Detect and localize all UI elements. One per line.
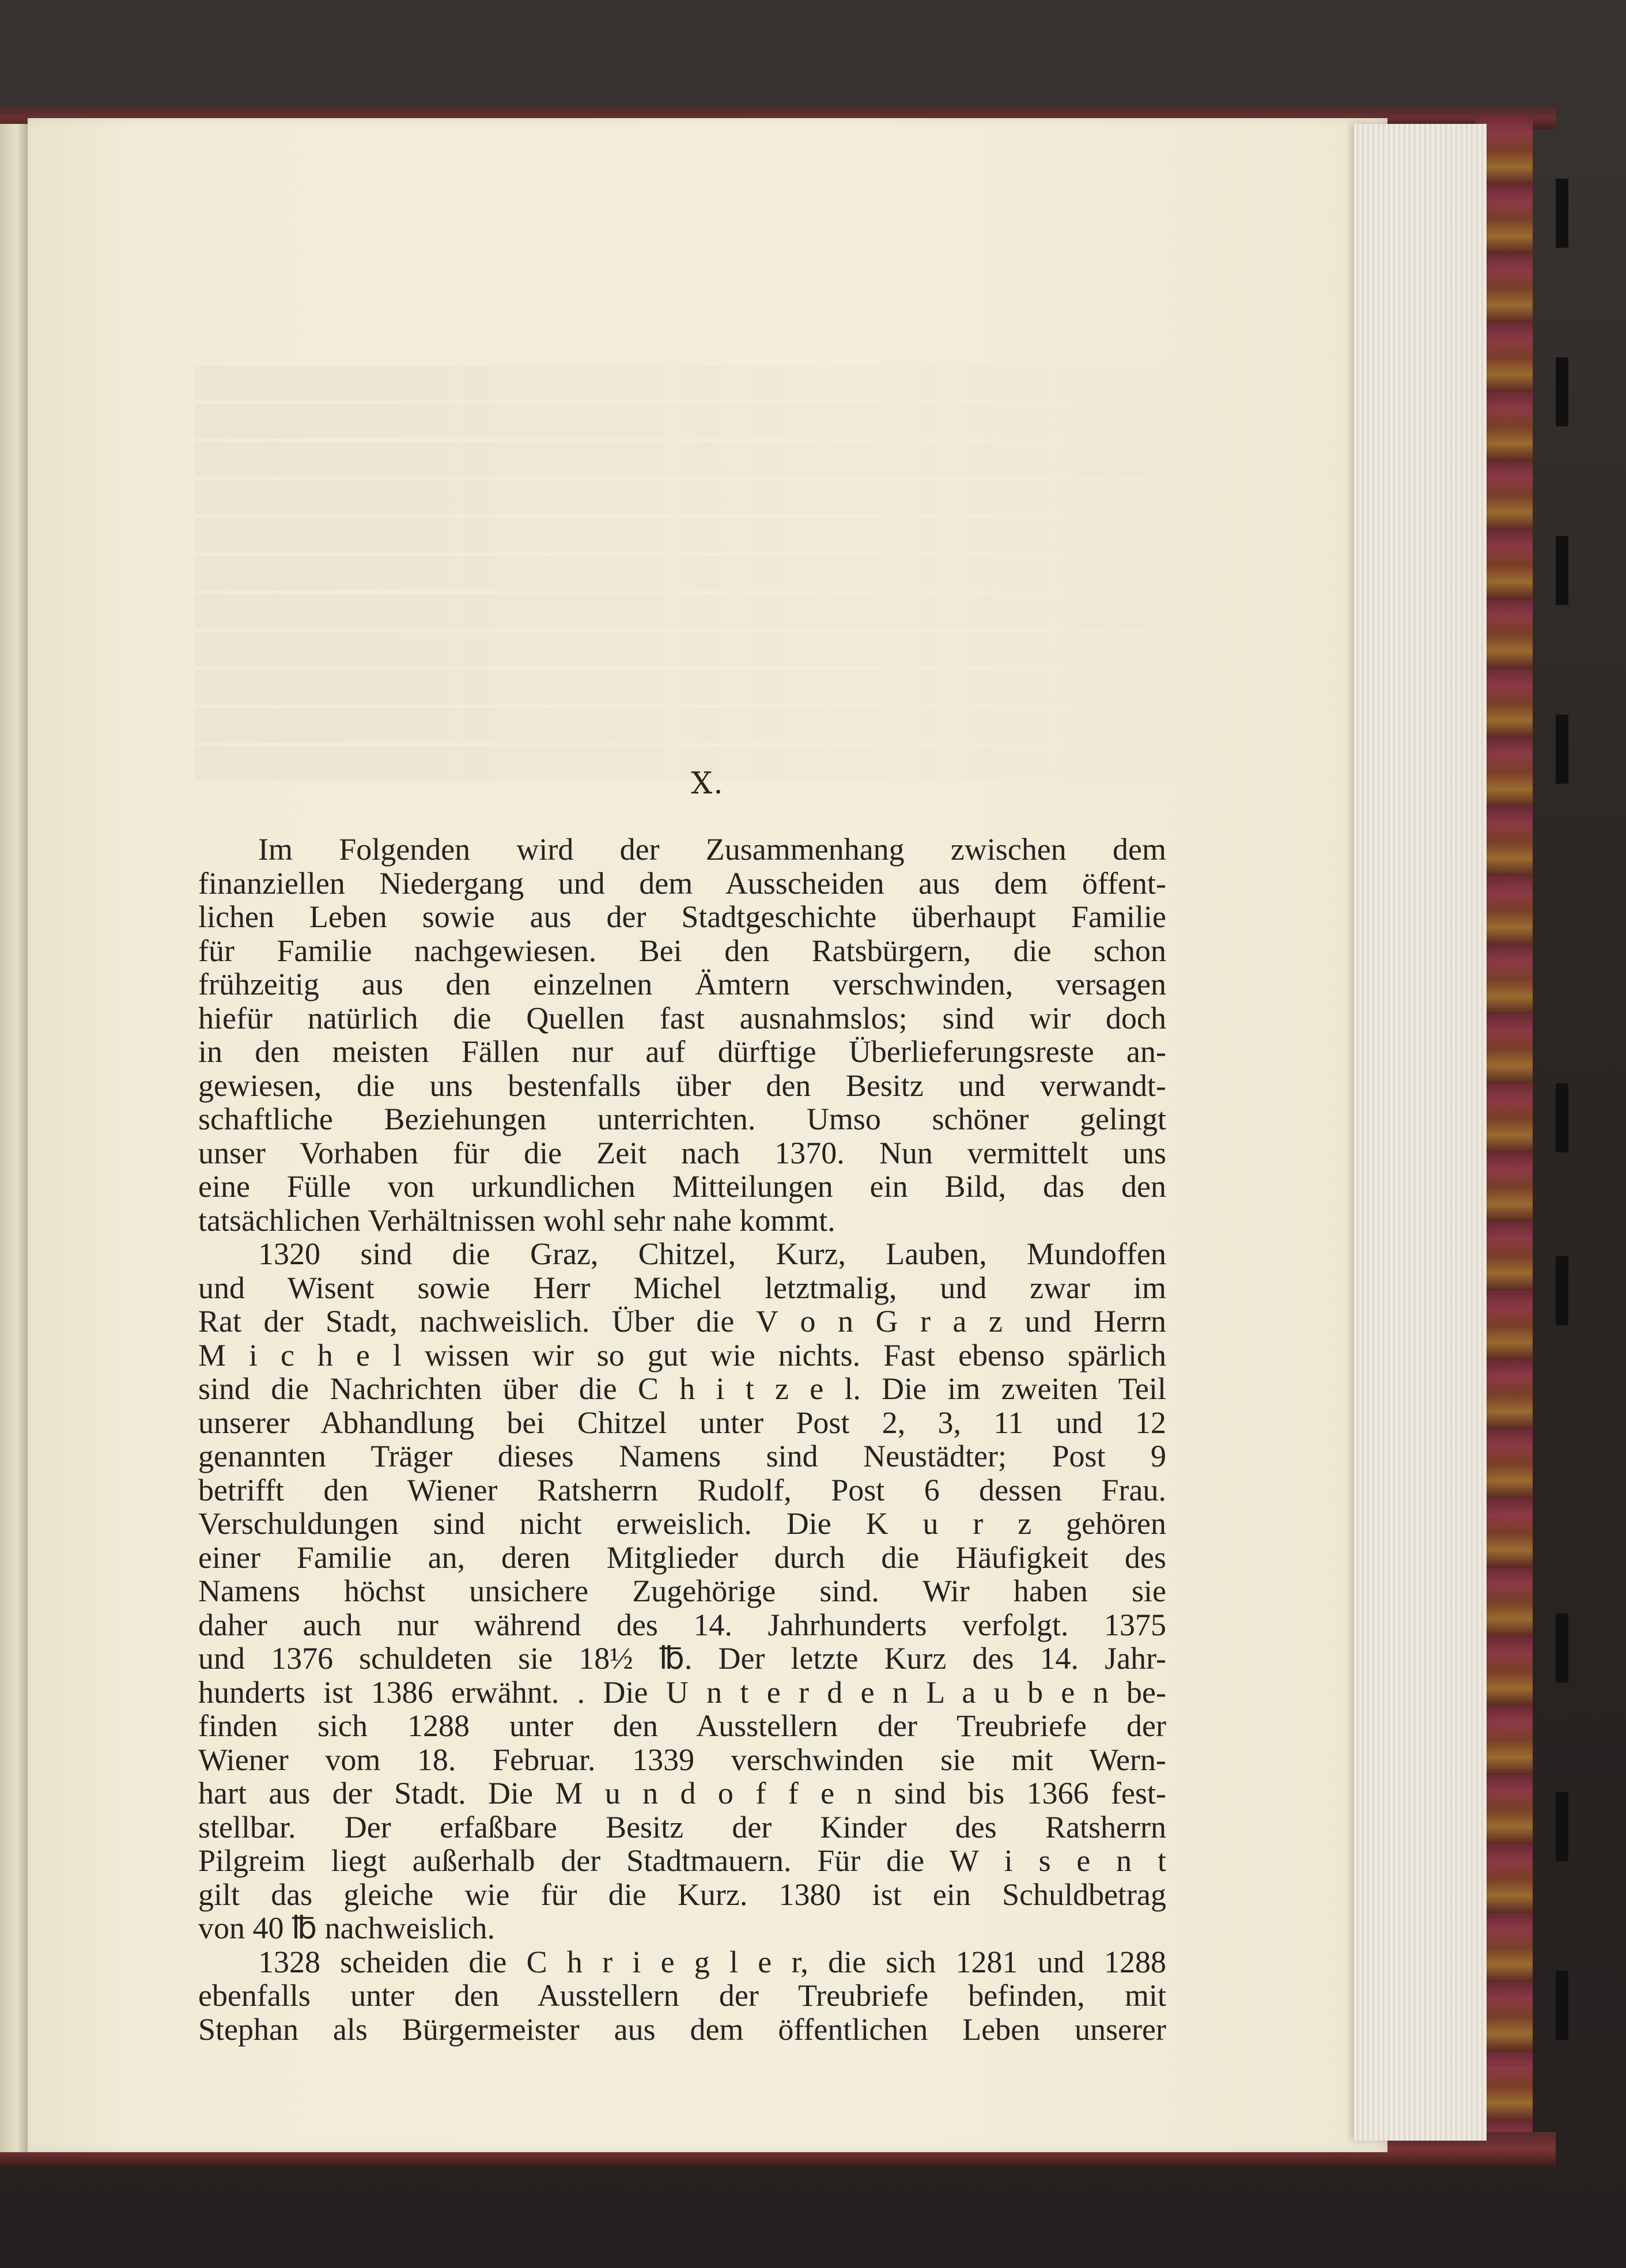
text-line: einer Familie an, deren Mitglieder durch die Häufigkeit des (198, 1540, 1166, 1575)
text-line: unserer Abhandlung bei Chitzel unter Post 2, 3, 11 und 12 (198, 1405, 1166, 1440)
text-line: tatsächlichen Verhältnissen wohl sehr nahe kommt. (198, 1203, 835, 1238)
text-line: finden sich 1288 unter den Ausstellern der Treubriefe der (198, 1708, 1166, 1743)
text-line: hunderts ist 1386 erwähnt. . Die U n t e r d e n L a u b e n be- (198, 1674, 1166, 1710)
text-line: und 1376 schuldeten sie 18½ ℔. Der letzte Kurz des 14. Jahr- (198, 1641, 1166, 1676)
binding-mark (1556, 1792, 1568, 1861)
text-line: Stephan als Bürgermeister aus dem öffentlichen Leben unserer (198, 2012, 1166, 2047)
text-line: betrifft den Wiener Ratsherrn Rudolf, Post 6 dessen Frau. (198, 1472, 1166, 1507)
book-page (28, 118, 1387, 2152)
binding-mark (1556, 1971, 1568, 2040)
binding-mark (1556, 1083, 1568, 1152)
text-line: stellbar. Der erfaßbare Besitz der Kinder des Ratsherrn (198, 1809, 1166, 1844)
text-line: gewiesen, die uns bestenfalls über den Besitz und verwandt- (198, 1068, 1166, 1103)
text-line: in den meisten Fällen nur auf dürftige Überlieferungsreste an- (198, 1034, 1166, 1069)
text-line: Rat der Stadt, nachweislich. Über die V o n G r a z und Herrn (198, 1304, 1166, 1339)
text-line: ebenfalls unter den Ausstellern der Treubriefe befinden, mit (198, 1978, 1166, 2013)
show-through-text (195, 366, 1174, 804)
binding-mark (1556, 1613, 1568, 1683)
binding-mark (1556, 357, 1568, 426)
text-line: finanziellen Niedergang und dem Ausscheiden aus dem öffent- (198, 865, 1166, 901)
text-line: daher auch nur während des 14. Jahrhunderts verfolgt. 1375 (198, 1607, 1166, 1642)
text-line: Im Folgenden wird der Zusammenhang zwischen dem (258, 832, 1166, 867)
text-line: genannten Träger dieses Namens sind Neustädter; Post 9 (198, 1439, 1166, 1473)
text-line: Wiener vom 18. Februar. 1339 verschwinden sie mit Wern- (198, 1742, 1166, 1777)
text-line: hart aus der Stadt. Die M u n d o f f e n sind bis 1366 fest- (198, 1776, 1166, 1810)
body-text (198, 833, 1166, 2046)
binding-mark (1556, 179, 1568, 248)
text-line: Verschuldungen sind nicht erweislich. Die K u r z gehören (198, 1506, 1166, 1541)
facing-page-edge (0, 124, 28, 2152)
text-line: Namens höchst unsichere Zugehörige sind. Wir haben sie (198, 1574, 1166, 1608)
text-line: unser Vorhaben für die Zeit nach 1370. Nun vermittelt uns (198, 1135, 1166, 1170)
text-line: hiefür natürlich die Quellen fast ausnahmslos; sind wir doch (198, 1000, 1166, 1035)
page-block-edges (1354, 124, 1487, 2141)
binding-mark (1556, 715, 1568, 784)
text-line: 1328 scheiden die C h r i e g l e r, die sich 1281 und 1288 (258, 1944, 1166, 1979)
text-line: und Wisent sowie Herr Michel letztmalig, und zwar im (198, 1270, 1166, 1305)
chapter-heading: X. (691, 766, 724, 801)
text-line: frühzeitig aus den einzelnen Ämtern verschwinden, versagen (198, 967, 1166, 1001)
binding-mark (1556, 1256, 1568, 1325)
text-line: gilt das gleiche wie für die Kurz. 1380 ist ein Schuldbetrag (198, 1877, 1166, 1912)
text-line: sind die Nachrichten über die C h i t z e l. Die im zweiten Teil (198, 1371, 1166, 1406)
text-line: lichen Leben sowie aus der Stadtgeschichte überhaupt Familie (198, 899, 1166, 934)
text-line: schaftliche Beziehungen unterrichten. Umso schöner gelingt (198, 1102, 1166, 1136)
text-line: von 40 ℔ nachweislich. (198, 1911, 496, 1945)
text-line: 1320 sind die Graz, Chitzel, Kurz, Lauben, Mundoffen (258, 1237, 1166, 1271)
text-line: für Familie nachgewiesen. Bei den Ratsbürgern, die schon (198, 933, 1166, 968)
text-line: eine Fülle von urkundlichen Mitteilungen ein Bild, das den (198, 1169, 1166, 1204)
text-line: M i c h e l wissen wir so gut wie nichts. Fast ebenso spärlich (198, 1337, 1166, 1373)
binding-mark (1556, 536, 1568, 605)
text-line: Pilgreim liegt außerhalb der Stadtmauern. Für die W i s e n t (198, 1843, 1166, 1878)
